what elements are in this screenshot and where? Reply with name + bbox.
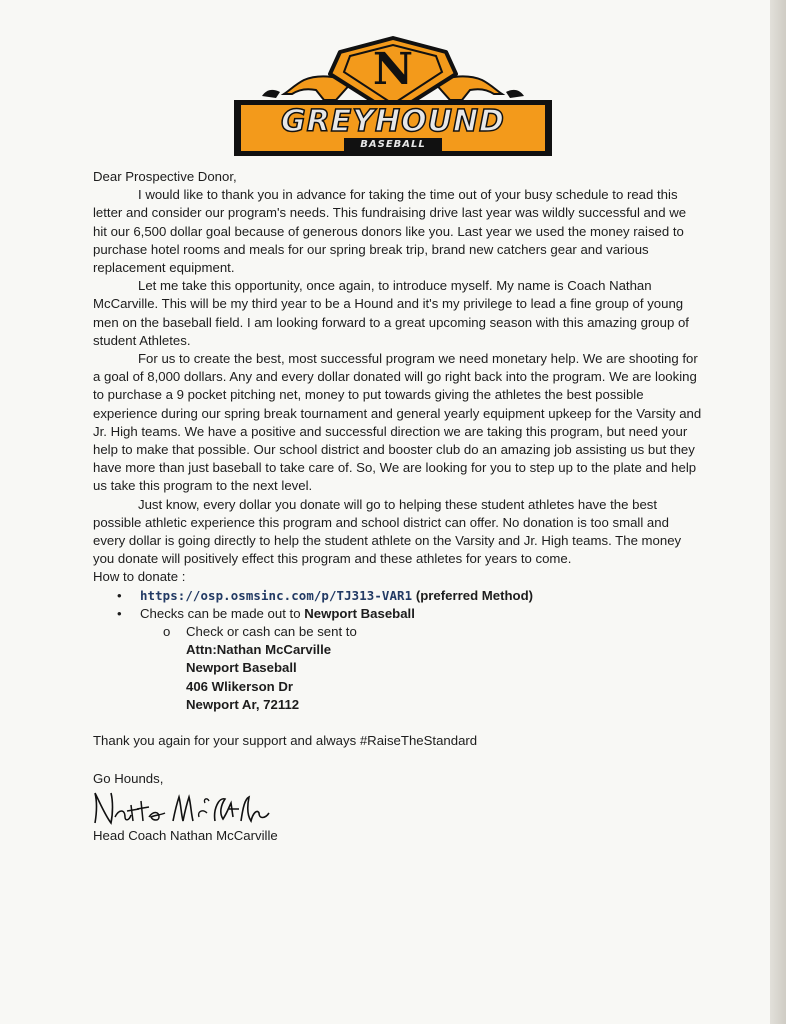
donate-link[interactable]: https://osp.osmsinc.com/p/TJ313-VAR1 [140,587,413,603]
thanks-line: Thank you again for your support and always #RaiseTheStandard [93,733,478,749]
address-city: Newport Ar, 72112 [186,696,300,712]
logo-sport: BASEBALL [360,139,426,150]
scan-edge [770,0,786,1024]
how-to-donate-heading: How to donate : [93,569,186,585]
greyhound-baseball-logo [232,34,554,160]
checks-prefix: Checks can be made out to [140,605,305,621]
sub-bullet-icon: o [163,624,171,640]
donation-method-check [93,605,703,623]
paragraph-2: Let me take this opportunity, once again, to introduce myself. My name is Coach Nathan McCarville. This will be my third year to be a Hound and it's my privilege to lead a fine group of young men on the baseball field. I am looking forward to a great upcoming season with this amazing group of student Athletes. [93,278,689,348]
mailing-instruction [93,623,703,641]
logo-team-name: GREYHOUND [281,104,505,139]
checks-payee: Newport Baseball [304,605,415,621]
spacer [93,714,703,732]
closing: Go Hounds, [93,771,164,787]
address-street: 406 Wlikerson Dr [186,678,294,694]
paragraph-4: Just know, every dollar you donate will go to helping these student athletes have the best possible athletic experience this program and school district can offer. No donation is too small and every dollar is going directly to help the student athlete on the Varsity and Jr. High teams. The money you donate will positively effect this program and these athletes for years to come. [93,496,682,567]
address-org: Newport Baseball [186,660,297,676]
bullet-icon: • [117,587,122,603]
spacer [93,750,703,770]
paragraph-3: For us to create the best, most successful program we need monetary help. We are shooting for a goal of 8,000 dollars. Any and every dollar donated will go right back into the program. We are looking to purchase a 9 pocket pitching net, money to put towards giving the athletes the best possible experience during our spring break tournament and general yearly equipment upkeep for the Varsity and Jr. High teams. We have a positive and successful direction we are taking this program, but need your help to make that possible. Our school district and booster club do an amazing job assisting us but they have more than just baseball to take care of. So, We are looking for you to step up to the plate and help us take this program to the next level. [93,351,702,494]
signature [93,789,703,827]
signature-graphic [89,787,289,831]
letter-body [93,168,703,845]
donation-method-online [93,587,703,605]
address-attn: Attn:Nathan McCarville [186,642,332,658]
signer-title: Head Coach Nathan McCarville [93,827,278,843]
donation-methods [93,587,703,623]
mail-text: Check or cash can be sent to [186,624,357,640]
logo-monogram: N [372,44,414,95]
salutation: Dear Prospective Donor, [93,169,237,184]
donate-link-note: (preferred Method) [415,587,534,603]
bullet-icon: • [117,605,122,621]
paragraph-1: I would like to thank you in advance for taking the time out of your busy schedule to read this letter and consider our program's needs. This fundraising drive last year was wildly successful and we hit our 6,500 dollar goal because of generous donors like you. Last year we used the money raised to purchase hotel rooms and meals for our spring break trip, brand new catchers gear and various replacement equipment. [93,187,687,276]
